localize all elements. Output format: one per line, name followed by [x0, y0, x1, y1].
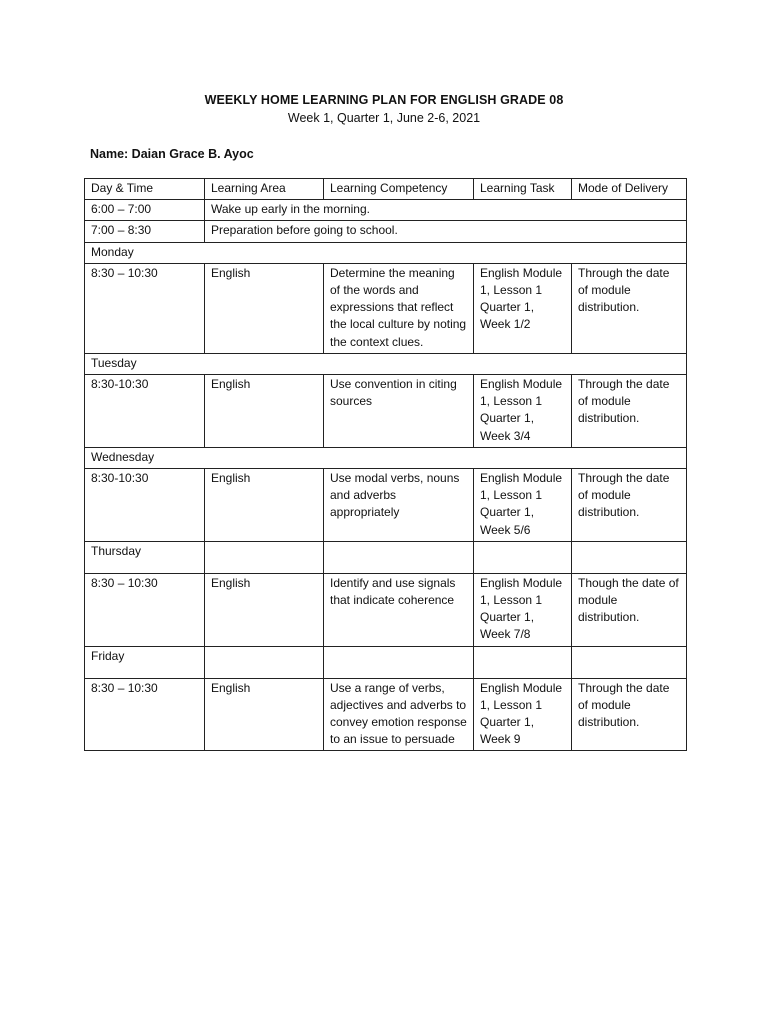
time-cell: 8:30 – 10:30: [85, 263, 205, 353]
routine-row: [85, 200, 687, 221]
learning-area-cell: English: [205, 263, 324, 353]
day-label: Wednesday: [85, 447, 687, 468]
learning-task-cell: English Module 1, Lesson 1 Quarter 1, Week 9: [474, 678, 572, 751]
time-cell: 8:30-10:30: [85, 375, 205, 448]
document-title: WEEKLY HOME LEARNING PLAN FOR ENGLISH GRADE 08: [204, 93, 564, 107]
column-header-day-time: Day & Time: [85, 179, 205, 200]
learning-task-cell: English Module 1, Lesson 1 Quarter 1, Week 1/2: [474, 263, 572, 353]
column-header-learning-task: Learning Task: [474, 179, 572, 200]
routine-activity: Preparation before going to school.: [205, 221, 687, 242]
learning-competency-cell: Use convention in citing sources: [324, 375, 474, 448]
day-row-tuesday: [85, 353, 687, 374]
learning-task-cell: English Module 1, Lesson 1 Quarter 1, Week 3/4: [474, 375, 572, 448]
learning-competency-cell: Use modal verbs, nouns and adverbs appropriately: [324, 469, 474, 542]
table-row: [85, 469, 687, 542]
day-label: Thursday: [85, 541, 205, 573]
learning-task-cell: English Module 1, Lesson 1 Quarter 1, Week 5/6: [474, 469, 572, 542]
table-row: [85, 375, 687, 448]
learning-area-cell: English: [205, 573, 324, 646]
day-label: Friday: [85, 646, 205, 678]
day-label: Tuesday: [85, 353, 687, 374]
learning-competency-cell: Use a range of verbs, adjectives and adverbs to convey emotion response to an issue to persuade: [324, 678, 474, 751]
student-name: Name: Daian Grace B. Ayoc: [90, 147, 254, 161]
table-row: [85, 678, 687, 751]
empty-cell: [572, 646, 687, 678]
table-header-row: [85, 179, 687, 200]
routine-time: 6:00 – 7:00: [85, 200, 205, 221]
mode-of-delivery-cell: Through the date of module distribution.: [572, 263, 687, 353]
empty-cell: [205, 541, 324, 573]
day-label: Monday: [85, 242, 687, 263]
empty-cell: [474, 541, 572, 573]
time-cell: 8:30 – 10:30: [85, 678, 205, 751]
mode-of-delivery-cell: Through the date of module distribution.: [572, 469, 687, 542]
empty-cell: [474, 646, 572, 678]
time-cell: 8:30-10:30: [85, 469, 205, 542]
empty-cell: [324, 646, 474, 678]
day-row-monday: [85, 242, 687, 263]
routine-row: [85, 221, 687, 242]
routine-activity: Wake up early in the morning.: [205, 200, 687, 221]
day-row-wednesday: [85, 447, 687, 468]
document-subtitle: Week 1, Quarter 1, June 2-6, 2021: [287, 111, 481, 125]
table-row: [85, 573, 687, 646]
learning-competency-cell: Identify and use signals that indicate coherence: [324, 573, 474, 646]
learning-area-cell: English: [205, 469, 324, 542]
learning-plan-table: [84, 178, 687, 751]
empty-cell: [572, 541, 687, 573]
table-row: [85, 263, 687, 353]
routine-time: 7:00 – 8:30: [85, 221, 205, 242]
mode-of-delivery-cell: Through the date of module distribution.: [572, 375, 687, 448]
mode-of-delivery-cell: Through the date of module distribution.: [572, 678, 687, 751]
column-header-mode-of-delivery: Mode of Delivery: [572, 179, 687, 200]
column-header-learning-competency: Learning Competency: [324, 179, 474, 200]
day-row-friday: [85, 646, 687, 678]
mode-of-delivery-cell: Though the date of module distribution.: [572, 573, 687, 646]
learning-area-cell: English: [205, 375, 324, 448]
learning-competency-cell: Determine the meaning of the words and expressions that reflect the local culture by noting the context clues.: [324, 263, 474, 353]
time-cell: 8:30 – 10:30: [85, 573, 205, 646]
learning-area-cell: English: [205, 678, 324, 751]
learning-task-cell: English Module 1, Lesson 1 Quarter 1, Week 7/8: [474, 573, 572, 646]
empty-cell: [324, 541, 474, 573]
day-row-thursday: [85, 541, 687, 573]
column-header-learning-area: Learning Area: [205, 179, 324, 200]
empty-cell: [205, 646, 324, 678]
